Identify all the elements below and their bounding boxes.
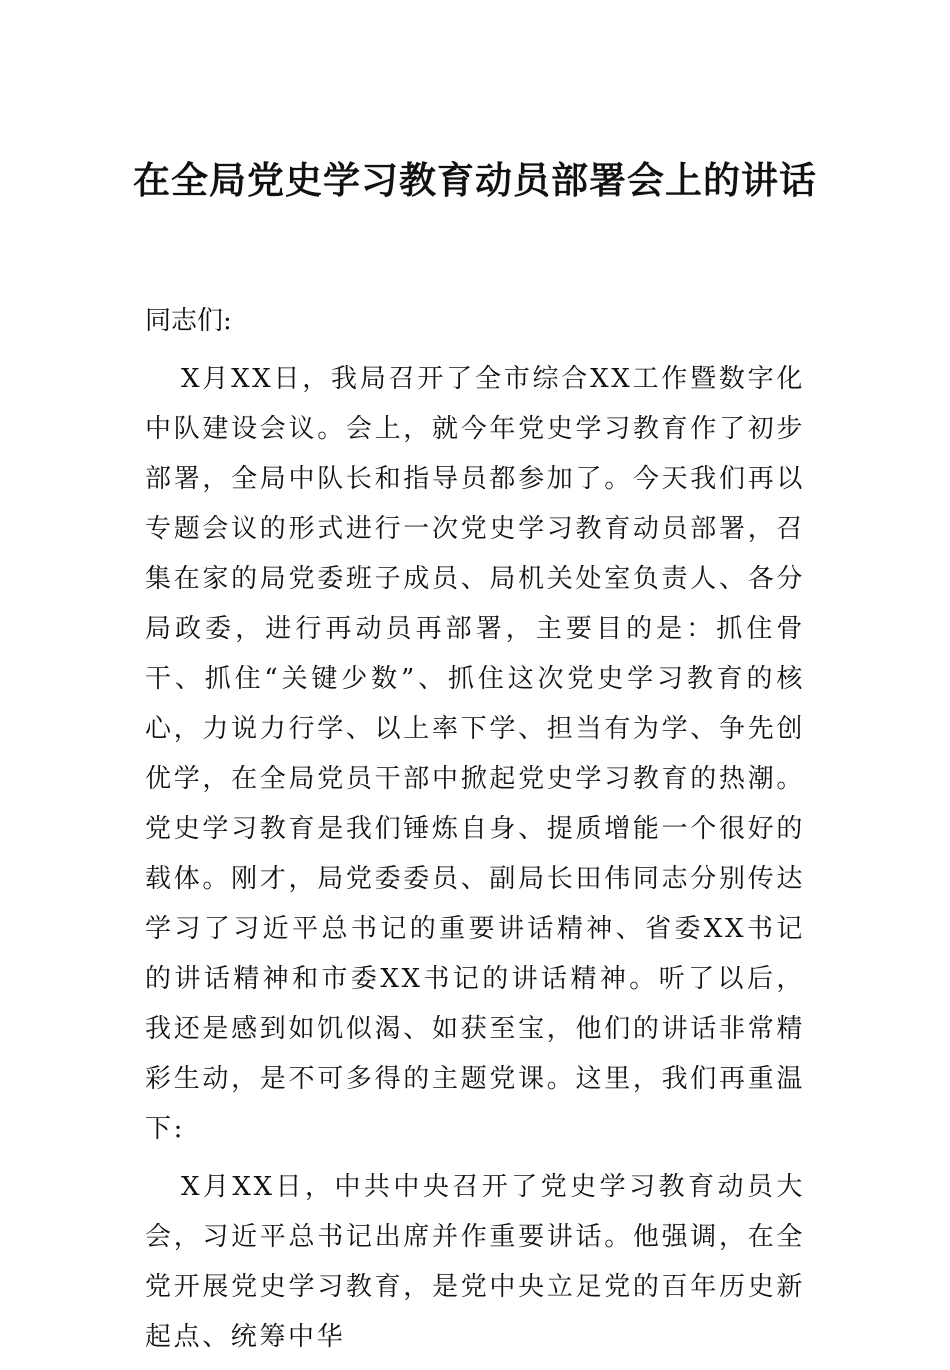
paragraph-2: X月XX日，中共中央召开了党史学习教育动员大会，习近平总书记出席并作重要讲话。他强调，在全党开展党史学习教育，是党中央立足党的百年历史新起点、统筹中华	[145, 1172, 805, 1352]
document-body	[145, 296, 805, 1370]
paragraph-1: X月XX日，我局召开了全市综合XX工作暨数字化中队建设会议。会上，就今年党史学习教育作了初步部署，全局中队长和指导员都参加了。今天我们再以专题会议的形式进行一次党史学习教育动员部署，召集在家的局党委班子成员、局机关处室负责人、各分局政委，进行再动员再部署，主要目的是：抓住骨干、抓住“关键少数”、抓住这次党史学习教育的核心，力说力行学、以上率下学、担当有为学、争先创优学，在全局党员干部中掀起党史学习教育的热潮。党史学习教育是我们锤炼自身、提质增能一个很好的载体。刚才，局党委委员、副局长田伟同志分别传达学习了习近平总书记的重要讲话精神、省委XX书记的讲话精神和市委XX书记的讲话精神。听了以后，我还是感到如饥似渴、如获至宝，他们的讲话非常精彩生动，是不可多得的主题党课。这里，我们再重温下:	[145, 364, 805, 1144]
salutation: 同志们:	[145, 306, 232, 336]
document-title: 在全局党史学习教育动员部署会上的讲话	[133, 158, 817, 202]
